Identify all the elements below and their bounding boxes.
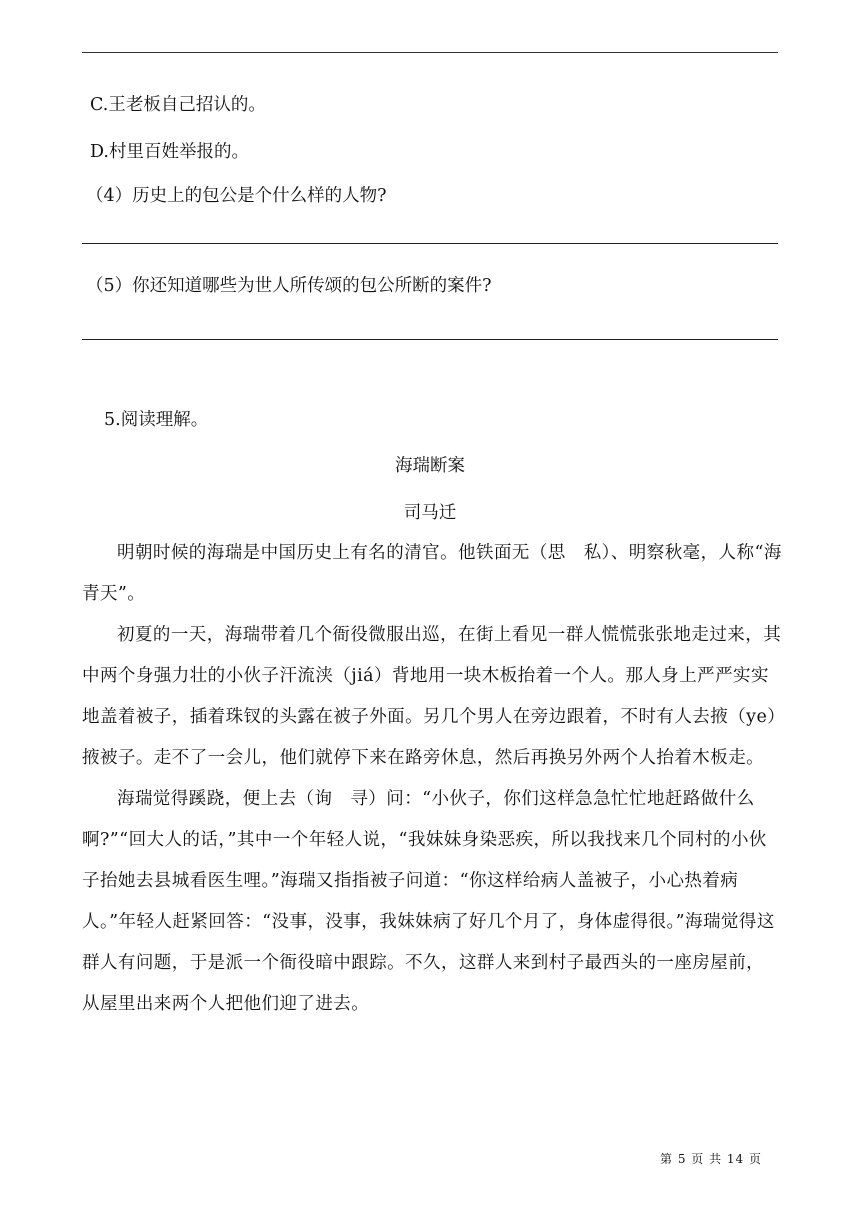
question-5: （5）你还知道哪些为世人所传颂的包公所断的案件? — [86, 276, 492, 296]
article-title: 海瑞断案 — [395, 456, 465, 476]
header-rule — [82, 52, 778, 53]
page-number: 第 5 页 共 14 页 — [660, 1152, 762, 1166]
option-c: C.王老板自己招认的。 — [90, 95, 266, 115]
article-body — [82, 533, 782, 1025]
paragraph-1: 明朝时候的海瑞是中国历史上有名的清官。他铁面无（思 私）、明察秋毫，人称“海青天”。 — [82, 543, 782, 604]
option-d: D.村里百姓举报的。 — [90, 142, 249, 162]
article-author: 司马迁 — [403, 503, 457, 523]
paragraph-3: 海瑞觉得蹊跷，便上去（询 寻）问：“小伙子，你们这样急急忙忙地赶路做什么啊?”“回大人的话，”其中一个年轻人说，“我妹妹身染恶疾，所以我找来几个同村的小伙子抬她去县城看医生哩。”海瑞又指指被子问道：“你这样给病人盖被子，小心热着病人。”年轻人赶紧回答：“没事，没事，我妹妹病了好几个月了，身体虚得很。”海瑞觉得这群人有问题，于是派一个衙役暗中跟踪。不久，这群人来到村子最西头的一座房屋前，从屋里出来两个人把他们迎了进去。 — [82, 789, 775, 1014]
question-4: （4）历史上的包公是个什么样的人物? — [86, 186, 387, 206]
answer-line-q5 — [82, 339, 778, 340]
paragraph-2: 初夏的一天，海瑞带着几个衙役微服出巡，在街上看见一群人慌慌张张地走过来，其中两个身强力壮的小伙子汗流浃（jiá）背地用一块木板抬着一个人。那人身上严严实实地盖着被子，插着珠钗的头露在被子外面。另几个男人在旁边跟着，不时有人去掖（ye）掖被子。走不了一会儿，他们就停下来在路旁休息，然后再换另外两个人抬着木板走。 — [82, 625, 782, 768]
section-heading: 5.阅读理解。 — [104, 410, 209, 430]
answer-line-q4 — [82, 243, 778, 244]
